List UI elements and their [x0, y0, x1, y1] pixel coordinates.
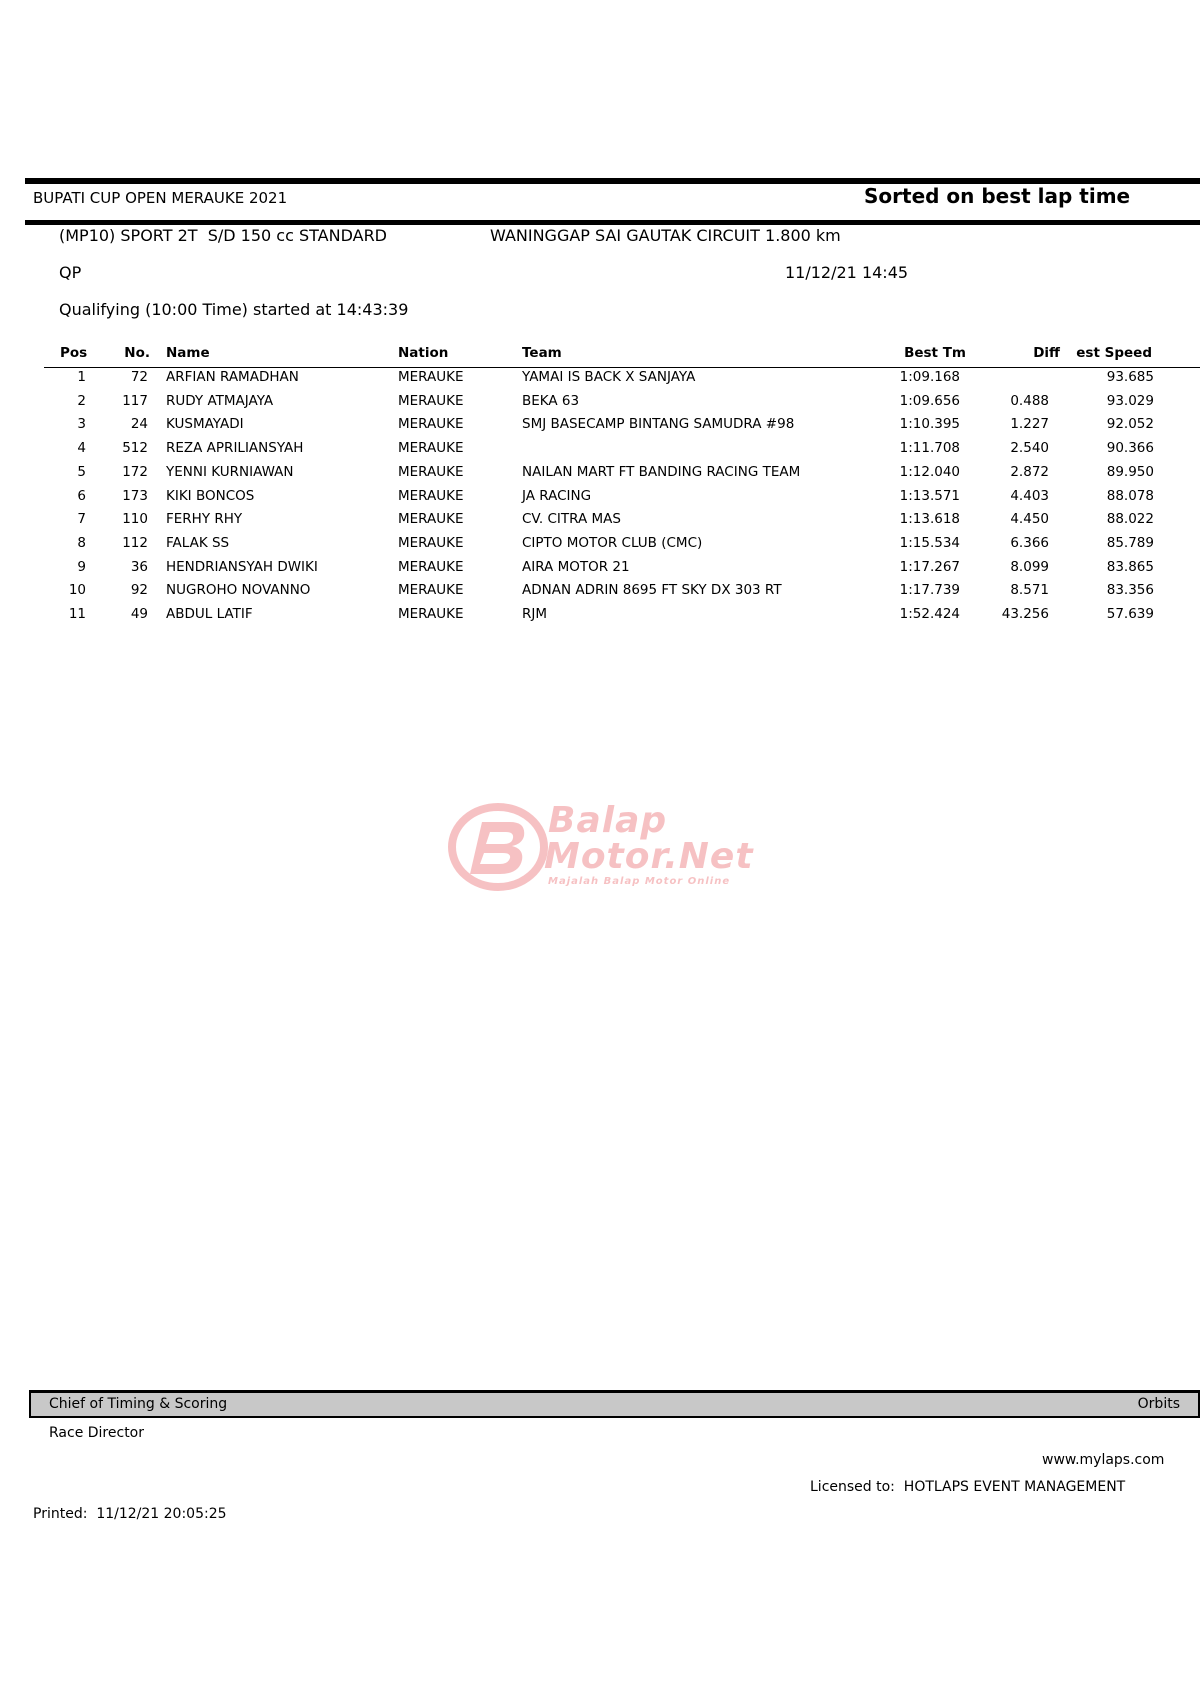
table-header-rule [44, 367, 1200, 368]
cell-team: SMJ BASECAMP BINTANG SAMUDRA #98 [522, 416, 795, 433]
col-diff-header: Diff [1033, 345, 1060, 361]
cell-speed: 92.052 [1106, 416, 1154, 433]
footer-bar [29, 1390, 1200, 1418]
chief-of-timing-label: Chief of Timing & Scoring [49, 1396, 228, 1412]
cell-best: 1:10.395 [899, 416, 960, 433]
cell-nation: MERAUKE [398, 416, 464, 433]
cell-diff: 2.872 [1010, 463, 1049, 480]
cell-team: YAMAI IS BACK X SANJAYA [522, 369, 696, 385]
cell-no: 117 [122, 392, 148, 409]
cell-team: CV. CITRA MAS [522, 511, 621, 528]
event-title: BUPATI CUP OPEN MERAUKE 2021 [33, 189, 288, 207]
col-speed-header: est Speed [1076, 345, 1152, 361]
cell-diff: 8.571 [1010, 582, 1049, 599]
cell-nation: MERAUKE [398, 511, 464, 528]
cell-speed: 85.789 [1106, 534, 1154, 551]
cell-name: FERHY RHY [166, 511, 243, 528]
col-nation-header: Nation [398, 345, 449, 361]
cell-speed: 83.865 [1106, 558, 1154, 575]
cell-team: BEKA 63 [522, 392, 580, 409]
cell-nation: MERAUKE [398, 487, 464, 504]
cell-best: 1:13.571 [899, 487, 960, 504]
cell-no: 172 [122, 463, 148, 480]
cell-nation: MERAUKE [398, 582, 464, 599]
sort-title: Sorted on best lap time [864, 184, 1131, 208]
cell-nation: MERAUKE [398, 369, 464, 385]
col-best-header: Best Tm [904, 345, 966, 361]
cell-speed: 57.639 [1106, 606, 1154, 622]
cell-team: JA RACING [522, 487, 592, 504]
cell-name: NUGROHO NOVANNO [166, 582, 311, 599]
cell-pos: 2 [77, 392, 86, 409]
race-director-label: Race Director [49, 1425, 144, 1441]
cell-name: YENNI KURNIAWAN [166, 463, 294, 480]
cell-speed: 93.685 [1106, 369, 1154, 385]
col-team-header: Team [522, 345, 562, 361]
cell-diff: 8.099 [1010, 558, 1049, 575]
cell-pos: 4 [77, 440, 86, 457]
cell-name: ABDUL LATIF [166, 606, 253, 622]
cell-speed: 93.029 [1106, 392, 1154, 409]
session-code: QP [59, 263, 82, 282]
cell-name: HENDRIANSYAH DWIKI [166, 558, 318, 575]
cell-no: 112 [122, 534, 148, 551]
cell-name: ARFIAN RAMADHAN [166, 369, 299, 385]
cell-no: 110 [122, 511, 148, 528]
cell-pos: 1 [77, 369, 86, 385]
cell-speed: 89.950 [1106, 463, 1154, 480]
cell-diff: 43.256 [1001, 606, 1049, 622]
cell-best: 1:52.424 [899, 606, 960, 622]
cell-nation: MERAUKE [398, 392, 464, 409]
cell-nation: MERAUKE [398, 440, 464, 457]
cell-nation: MERAUKE [398, 463, 464, 480]
website-text: www.mylaps.com [1042, 1452, 1165, 1468]
cell-best: 1:15.534 [899, 534, 960, 551]
cell-best: 1:09.168 [899, 369, 960, 385]
cell-pos: 3 [77, 416, 86, 433]
cell-diff: 4.403 [1010, 487, 1049, 504]
header-rule [25, 220, 1200, 225]
cell-pos: 7 [77, 511, 86, 528]
cell-speed: 90.366 [1106, 440, 1154, 457]
col-pos-header: Pos [60, 345, 88, 361]
cell-pos: 6 [77, 487, 86, 504]
cell-best: 1:17.267 [899, 558, 960, 575]
cell-name: KIKI BONCOS [166, 487, 255, 504]
license-text: Licensed to: HOTLAPS EVENT MANAGEMENT [810, 1479, 1126, 1495]
cell-no: 512 [122, 440, 148, 457]
session-datetime: 11/12/21 14:45 [785, 263, 909, 282]
cell-nation: MERAUKE [398, 606, 464, 622]
cell-best: 1:13.618 [899, 511, 960, 528]
col-no-header: No. [124, 345, 150, 361]
cell-no: 49 [130, 606, 148, 622]
cell-pos: 11 [68, 606, 86, 622]
circuit-name: WANINGGAP SAI GAUTAK CIRCUIT 1.800 km [490, 226, 841, 245]
cell-diff: 1.227 [1010, 416, 1049, 433]
session-description: Qualifying (10:00 Time) started at 14:43:39 [59, 300, 409, 319]
cell-diff: 2.540 [1010, 440, 1049, 457]
cell-team: CIPTO MOTOR CLUB (CMC) [522, 534, 703, 551]
cell-speed: 88.078 [1106, 487, 1154, 504]
cell-name: RUDY ATMAJAYA [166, 392, 274, 409]
cell-no: 92 [130, 582, 148, 599]
cell-team: RJM [522, 606, 548, 622]
cell-team: AIRA MOTOR 21 [522, 558, 630, 575]
cell-name: KUSMAYADI [166, 416, 244, 433]
watermark-logo [448, 800, 753, 895]
cell-team: NAILAN MART FT BANDING RACING TEAM [522, 463, 801, 480]
watermark-line1: Balap [548, 800, 668, 841]
class-name: (MP10) SPORT 2T S/D 150 cc STANDARD [59, 226, 387, 245]
cell-nation: MERAUKE [398, 558, 464, 575]
cell-pos: 8 [77, 534, 86, 551]
cell-best: 1:17.739 [899, 582, 960, 599]
cell-best: 1:09.656 [899, 392, 960, 409]
cell-speed: 88.022 [1106, 511, 1154, 528]
cell-team: ADNAN ADRIN 8695 FT SKY DX 303 RT [522, 582, 782, 599]
cell-no: 36 [130, 558, 148, 575]
cell-no: 72 [130, 369, 148, 385]
cell-diff: 4.450 [1010, 511, 1049, 528]
cell-name: REZA APRILIANSYAH [166, 440, 304, 457]
cell-name: FALAK SS [166, 534, 230, 551]
cell-nation: MERAUKE [398, 534, 464, 551]
watermark-b-icon [448, 800, 548, 895]
printed-timestamp: Printed: 11/12/21 20:05:25 [33, 1506, 227, 1522]
cell-pos: 9 [77, 558, 86, 575]
cell-pos: 5 [77, 463, 86, 480]
col-name-header: Name [166, 345, 210, 361]
timing-system-label: Orbits [1137, 1396, 1180, 1412]
watermark-tagline: Majalah Balap Motor Online [548, 876, 731, 887]
cell-speed: 83.356 [1106, 582, 1154, 599]
cell-diff: 6.366 [1010, 534, 1049, 551]
cell-diff: 0.488 [1010, 392, 1049, 409]
cell-best: 1:11.708 [899, 440, 960, 457]
cell-no: 173 [122, 487, 148, 504]
cell-no: 24 [130, 416, 148, 433]
cell-best: 1:12.040 [899, 463, 960, 480]
cell-pos: 10 [68, 582, 86, 599]
watermark-line2: Motor.Net [544, 836, 754, 877]
